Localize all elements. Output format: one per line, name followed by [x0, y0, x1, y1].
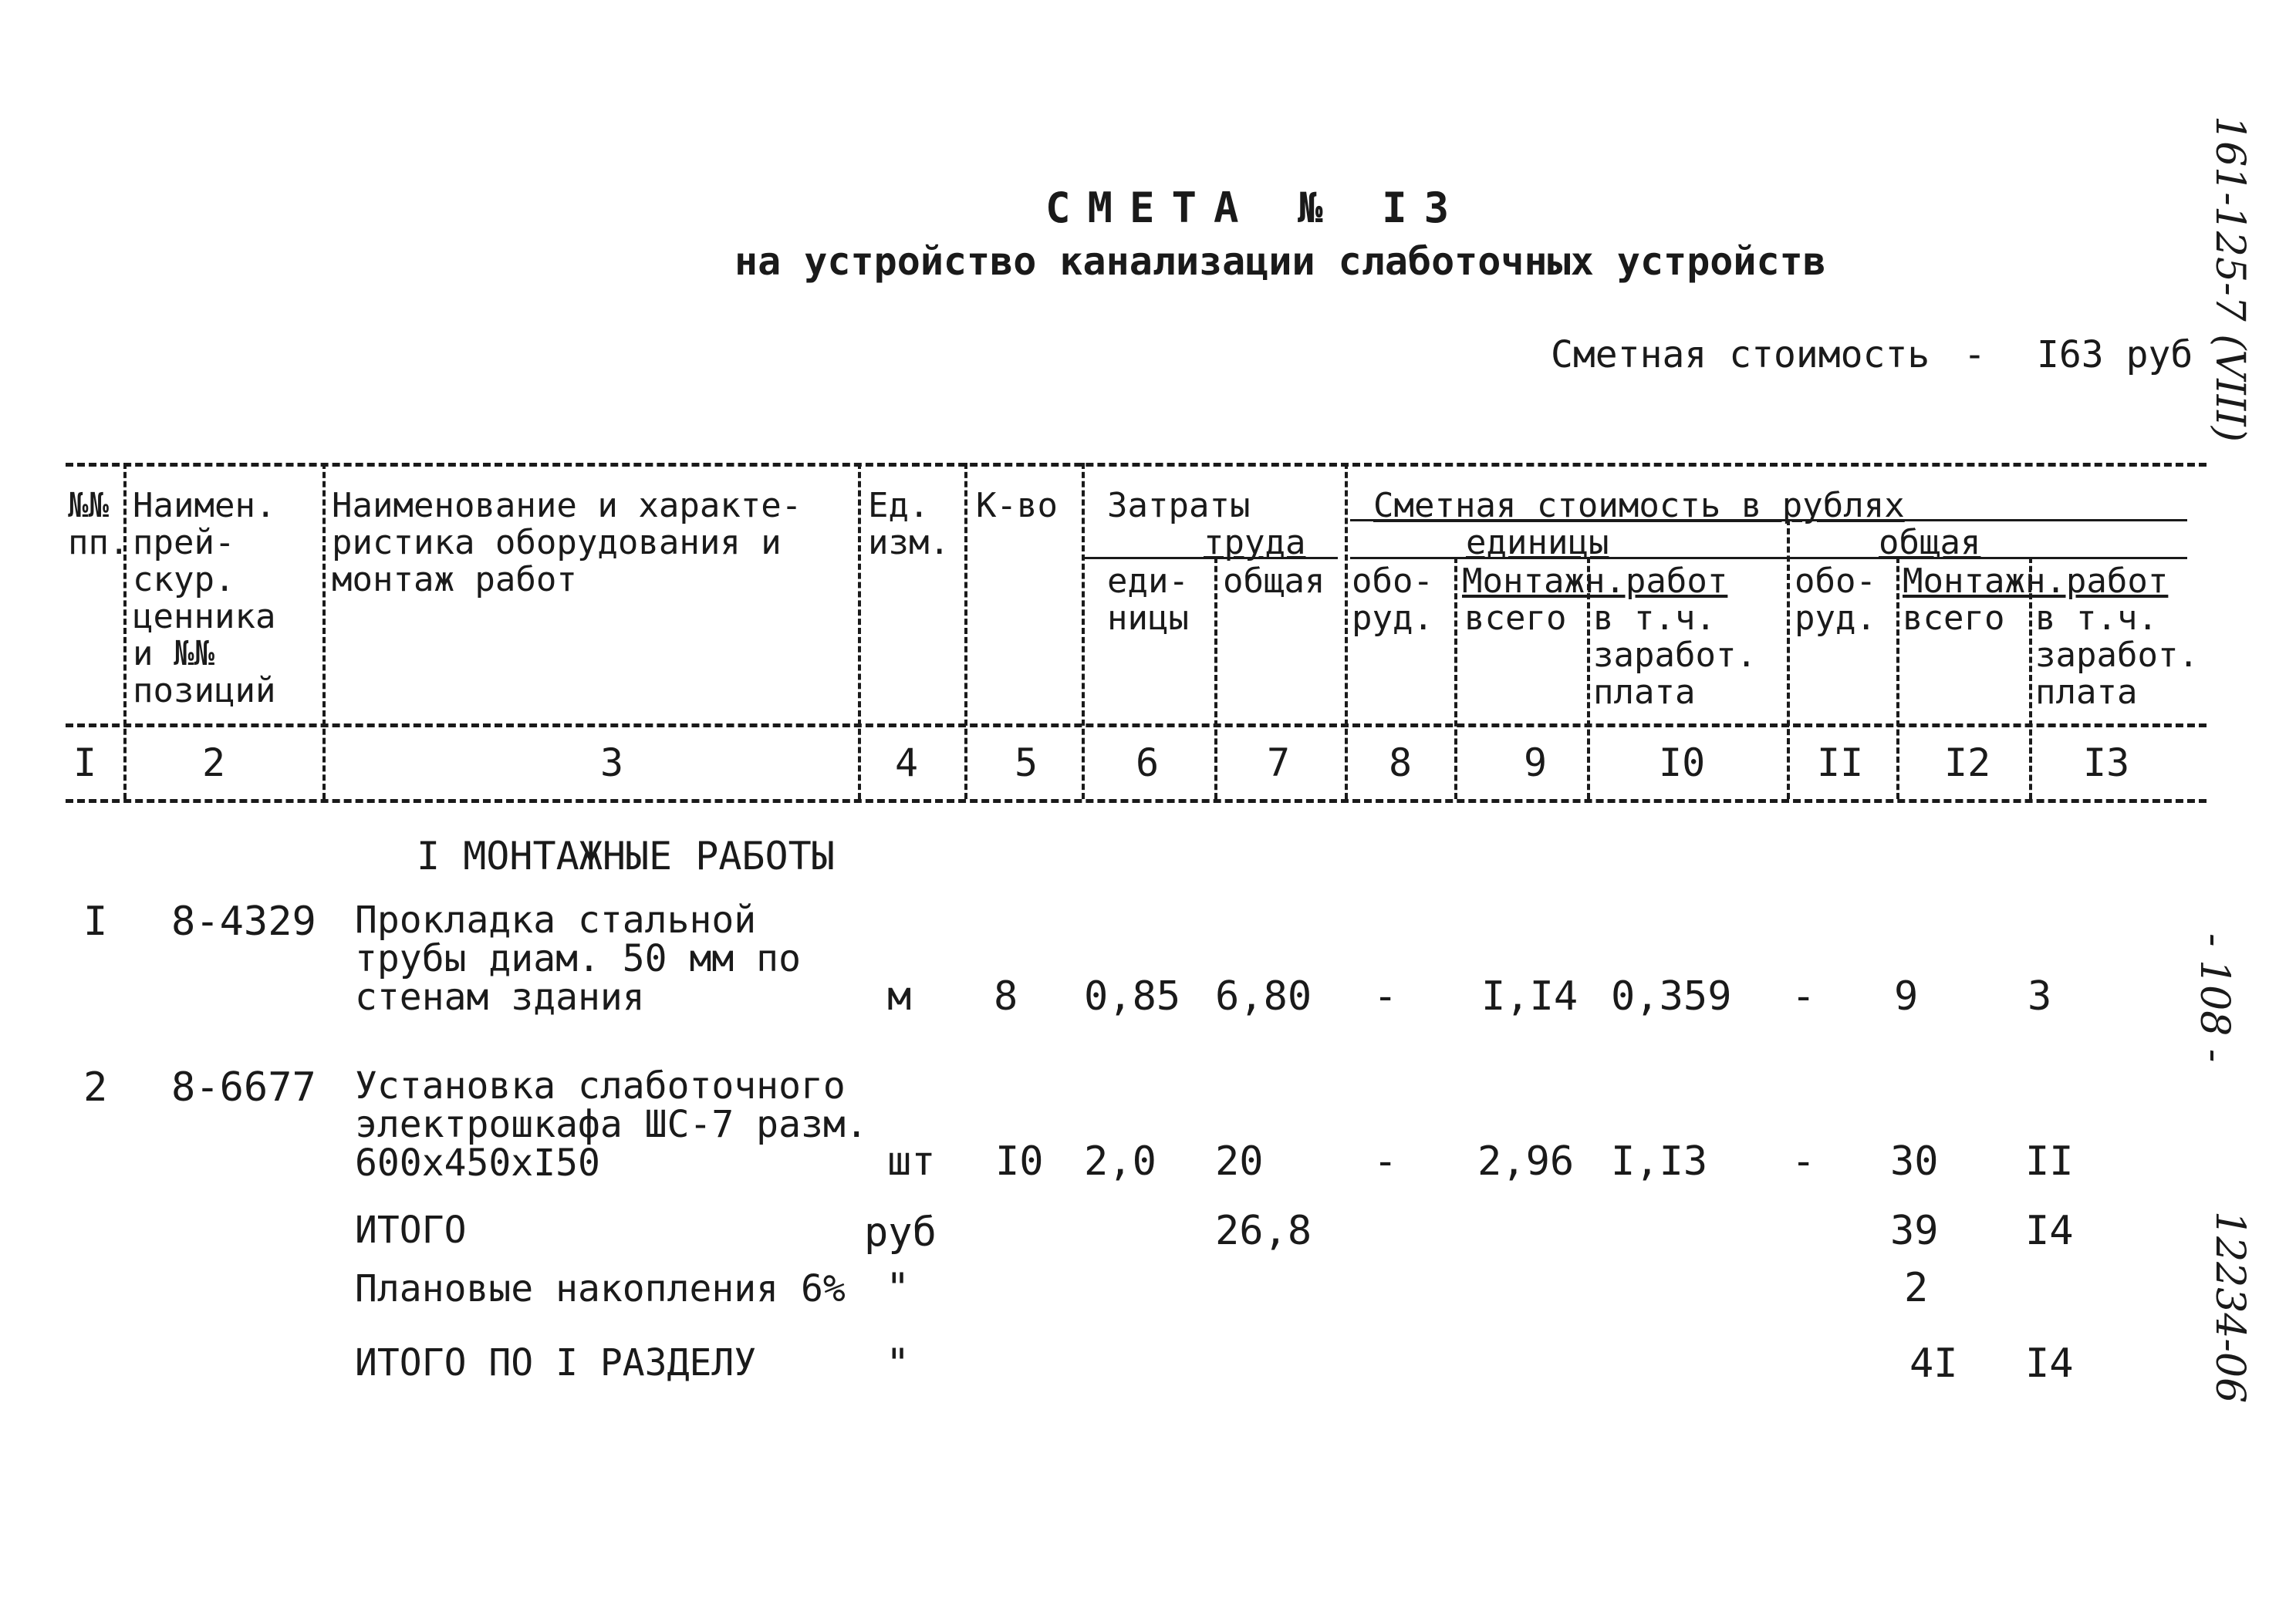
- header-total-group: общая: [1879, 523, 1981, 562]
- header-col-2: Наимен. прей- скур. ценника и №№ позиций: [133, 486, 276, 710]
- col-divider-4: [964, 463, 967, 799]
- row-labor-unit: 2,0: [1084, 1138, 1156, 1185]
- row-equip-total: -: [1791, 973, 1816, 1020]
- header-labor: Затраты труда: [1107, 486, 1306, 562]
- column-number: 7: [1267, 740, 1291, 785]
- side-note-number: 12234-06: [2207, 1211, 2253, 1404]
- header-col-11: обо- руд.: [1795, 562, 1876, 638]
- row-quantity: I0: [995, 1138, 1044, 1185]
- estimated-cost-dash: -: [1963, 333, 1986, 376]
- total-label: ИТОГО ПО I РАЗДЕЛУ: [355, 1341, 757, 1384]
- row-equip-unit: -: [1373, 973, 1398, 1020]
- row-equip-total: -: [1791, 1138, 1816, 1185]
- table-header-bottom-rule: [66, 723, 2207, 727]
- column-number: 2: [202, 740, 226, 785]
- header-col-13: в т.ч. заработ. плата: [2035, 599, 2199, 712]
- header-col-10: в т.ч. заработ. плата: [1593, 599, 1757, 712]
- row-number: 2: [83, 1064, 108, 1111]
- column-number: 5: [1015, 740, 1038, 785]
- row-mont-total: 9: [1894, 973, 1919, 1020]
- row-mont-total-wage: 3: [2028, 973, 2052, 1020]
- total-labor: 26,8: [1215, 1208, 1312, 1254]
- header-col-5: К-во: [976, 486, 1058, 525]
- column-number: I2: [1944, 740, 1991, 785]
- row-mont-unit-total: 2,96: [1477, 1138, 1575, 1185]
- side-note-code: 161-125-7 (VIII): [2207, 116, 2253, 443]
- column-number: 4: [895, 740, 919, 785]
- col-divider-8: [1454, 557, 1457, 799]
- estimated-cost-label: Сметная стоимость: [1551, 333, 1930, 376]
- header-col-9: всего: [1464, 599, 1567, 638]
- row-mont-total-wage: II: [2025, 1138, 2074, 1185]
- header-col-1: №№ пп.: [68, 486, 130, 562]
- header-col-8: обо- руд.: [1352, 562, 1433, 638]
- estimated-cost-value: I63 руб: [2037, 333, 2193, 376]
- row-unit: шт: [887, 1138, 936, 1185]
- column-number: 3: [600, 740, 624, 785]
- row-labor-total: 20: [1215, 1138, 1264, 1185]
- col-divider-7: [1345, 463, 1348, 799]
- header-col-3: Наименование и характе- ристика оборудования и монтаж работ: [332, 486, 802, 599]
- table-top-rule: [66, 463, 2207, 467]
- row-mont-unit-wage: 0,359: [1611, 973, 1732, 1020]
- total-mont: 4I: [1909, 1341, 1958, 1387]
- side-note-page: - 108 -: [2191, 933, 2237, 1063]
- total-unit: руб: [864, 1209, 937, 1256]
- row-description: Установка слаботочного электрошкафа ШС-7 разм. 600х450хI50: [355, 1064, 868, 1185]
- row-labor-total: 6,80: [1215, 973, 1312, 1020]
- total-label: ИТОГО: [355, 1209, 467, 1252]
- header-col-4: Ед. изм.: [868, 486, 950, 562]
- header-estimate: Сметная стоимость в рублях: [1373, 486, 1905, 525]
- col-divider-10: [1787, 519, 1790, 799]
- total-mont-wage: I4: [2025, 1341, 2074, 1387]
- row-unit: м: [887, 973, 912, 1020]
- col-divider-11: [1896, 557, 1899, 799]
- column-number: I3: [2083, 740, 2130, 785]
- table-numbers-bottom-rule: [66, 799, 2207, 803]
- row-number: I: [83, 899, 108, 945]
- total-label: Плановые накопления 6%: [355, 1267, 846, 1310]
- row-quantity: 8: [994, 973, 1018, 1020]
- header-col-12: всего: [1903, 599, 2005, 638]
- total-unit: ": [886, 1341, 910, 1387]
- col-divider-3: [858, 463, 861, 799]
- row-labor-unit: 0,85: [1084, 973, 1181, 1020]
- col-divider-2: [322, 463, 326, 799]
- column-number: 6: [1136, 740, 1160, 785]
- section-title: I МОНТАЖНЫЕ РАБОТЫ: [417, 834, 835, 879]
- header-col-6: еди- ницы: [1107, 562, 1189, 638]
- column-number: II: [1817, 740, 1864, 785]
- header-unit-group: единицы: [1466, 523, 1609, 562]
- total-mont: 39: [1890, 1208, 1939, 1254]
- row-description: Прокладка стальной трубы диам. 50 мм по стенам здания: [355, 899, 801, 1019]
- column-number: I0: [1659, 740, 1706, 785]
- row-equip-unit: -: [1373, 1138, 1398, 1185]
- header-mont-total: Монтажн.работ: [1903, 562, 2169, 601]
- total-mont-wage: I4: [2025, 1208, 2074, 1254]
- header-col-7: общая: [1223, 562, 1325, 601]
- document-title: СМЕТА № I3: [1045, 184, 1467, 232]
- row-mont-unit-wage: I,I3: [1611, 1138, 1708, 1185]
- row-code: 8-4329: [171, 899, 316, 945]
- row-code: 8-6677: [171, 1064, 316, 1111]
- total-unit: ": [886, 1265, 910, 1311]
- col-divider-5: [1082, 463, 1085, 799]
- document-subtitle: на устройство канализации слаботочных устройств: [734, 239, 1826, 284]
- column-number: 8: [1389, 740, 1413, 785]
- column-number: I: [73, 740, 97, 785]
- row-mont-total: 30: [1890, 1138, 1939, 1185]
- column-number: 9: [1524, 740, 1548, 785]
- col-divider-6: [1214, 557, 1217, 799]
- row-mont-unit-total: I,I4: [1481, 973, 1578, 1020]
- header-mont-unit: Монтажн.работ: [1462, 562, 1728, 601]
- total-mont: 2: [1904, 1265, 1929, 1311]
